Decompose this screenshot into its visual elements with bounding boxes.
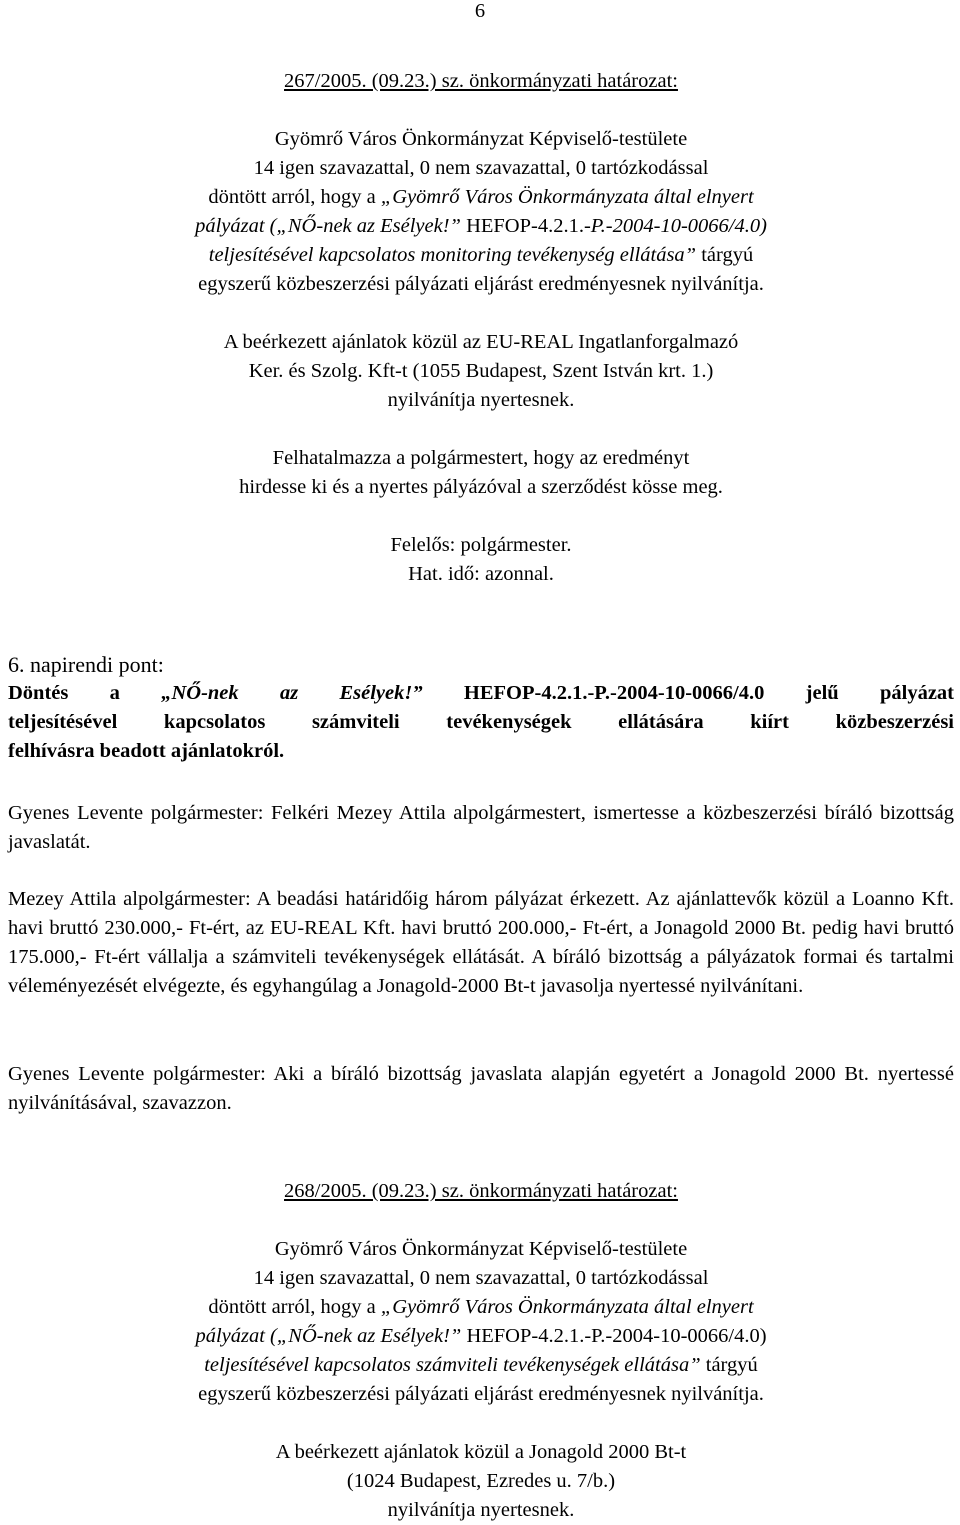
italic-run: pályázat („NŐ-nek az Esélyek!” [195,215,461,237]
resolution-body-line [8,1351,954,1380]
authorization-line: Felhatalmazza a polgármestert, hogy az eredményt [272,447,690,469]
page-number: 6 [474,0,486,22]
speech-text: Aki a bíráló bizottság javaslata alapján egyetért a Jonagold 2000 Bt. nyertessé nyilvánításával, szavazzon. [8,1063,954,1114]
italic-run: pályázat („NŐ-nek az Esélyek!” [195,1325,462,1347]
italic-run: „Gyömrő Város Önkormányzata által elnyert [380,186,754,208]
italic-run: teljesítésével kapcsolatos monitoring tevékenység ellátása” [208,244,697,266]
italic-run: teljesítésével kapcsolatos számviteli tevékenységek ellátása” [204,1354,701,1376]
award-line: Ker. és Szolg. Kft-t (1055 Budapest, Szent István krt. 1.) [248,360,714,382]
italic-run: -P.-2004-10-0066/4.0) [583,215,767,237]
resolution-heading: 268/2005. (09.23.) sz. önkormányzati határozat: [284,1180,678,1202]
speaker-name: Gyenes Levente polgármester: [8,1063,266,1085]
resolution-body-line: Gyömrő Város Önkormányzat Képviselő-testülete [274,128,688,150]
text-run: tárgyú [700,1354,758,1376]
text-run: döntött arról, hogy a [208,186,381,208]
deadline-line: Hat. idő: azonnal. [408,563,554,585]
speaker-name: Gyenes Levente polgármester: [8,802,264,824]
award-line: nyilvánítja nyertesnek. [387,389,575,411]
agenda-title-line [8,679,954,708]
resolution-body-line: 14 igen szavazattal, 0 nem szavazattal, 0 tartózkodással [253,1267,709,1289]
award-line: A beérkezett ajánlatok közül a Jonagold 2000 Bt-t [275,1441,687,1463]
speech-text: Felkéri Mezey Attila alpolgármestert, ismertesse a közbeszerzési bíráló bizottság javaslatát. [8,802,954,853]
resolution-body-line: egyszerű közbeszerzési pályázati eljárást eredményesnek nyilvánítja. [198,273,764,295]
text-run: HEFOP-4.2.1.-P.-2004-10-0066/4.0 jelű pályázat [422,682,955,704]
speaker-name: Mezey Attila alpolgármester: [8,888,251,910]
text-run: Döntés a [8,682,162,704]
award-line: A beérkezett ajánlatok közül az EU-REAL Ingatlanforgalmazó [223,331,739,353]
agenda-title-line: felhívásra beadott ajánlatokról. [8,740,285,762]
resolution-body-line [8,212,954,241]
agenda-title-line: teljesítésével kapcsolatos számviteli tevékenységek ellátására kiírt közbeszerzési [8,711,954,733]
agenda-item [8,650,954,766]
resolution-body-line [8,1293,954,1322]
resolution-body-line [8,183,954,212]
speech-paragraph [8,799,954,857]
resolution-heading: 267/2005. (09.23.) sz. önkormányzati határozat: [284,70,678,92]
speech-text: A beadási határidőig három pályázat érkezett. Az ajánlattevők közül a Loanno Kft. havi bruttó 230.000,- Ft-ért, az EU-REAL Kft. havi bruttó 200.000,- Ft-ért, a Jonagold 2000 Bt. pedig havi bruttó 175.000,- Ft-ért vállalja a számviteli tevékenységek ellátását. A bíráló bizottság a pályázatok formai és tartalmi véleményezését elvégezte, és egyhangúlag a Jonagold-2000 Bt-t javasolja nyertessé nyilvánítani. [8,888,954,997]
resolution-body-line: Gyömrő Város Önkormányzat Képviselő-testülete [274,1238,688,1260]
responsible-line: Felelős: polgármester. [390,534,572,556]
agenda-heading: 6. napirendi pont: [8,652,164,677]
italic-run: „NŐ-nek az Esélyek!” [161,682,423,704]
resolution-268 [8,1177,954,1525]
resolution-body-line: egyszerű közbeszerzési pályázati eljárást eredményesnek nyilvánítja. [198,1383,764,1405]
italic-run: „Gyömrő Város Önkormányzata által elnyert [380,1296,754,1318]
resolution-body-line [8,241,954,270]
award-line: nyilvánítja nyertesnek. [387,1499,575,1521]
text-run: HEFOP-4.2.1. [460,215,584,237]
award-line: (1024 Budapest, Ezredes u. 7/b.) [346,1470,616,1492]
speech-paragraph [8,1060,954,1118]
resolution-body-line: 14 igen szavazattal, 0 nem szavazattal, 0 tartózkodással [253,157,709,179]
text-run: döntött arról, hogy a [208,1296,381,1318]
text-run: HEFOP-4.2.1.-P.-2004-10-0066/4.0) [461,1325,767,1347]
text-run: tárgyú [696,244,754,266]
resolution-body-line [8,1322,954,1351]
resolution-267 [8,67,954,589]
authorization-line: hirdesse ki és a nyertes pályázóval a szerződést kösse meg. [239,476,723,498]
speech-paragraph [8,885,954,1001]
